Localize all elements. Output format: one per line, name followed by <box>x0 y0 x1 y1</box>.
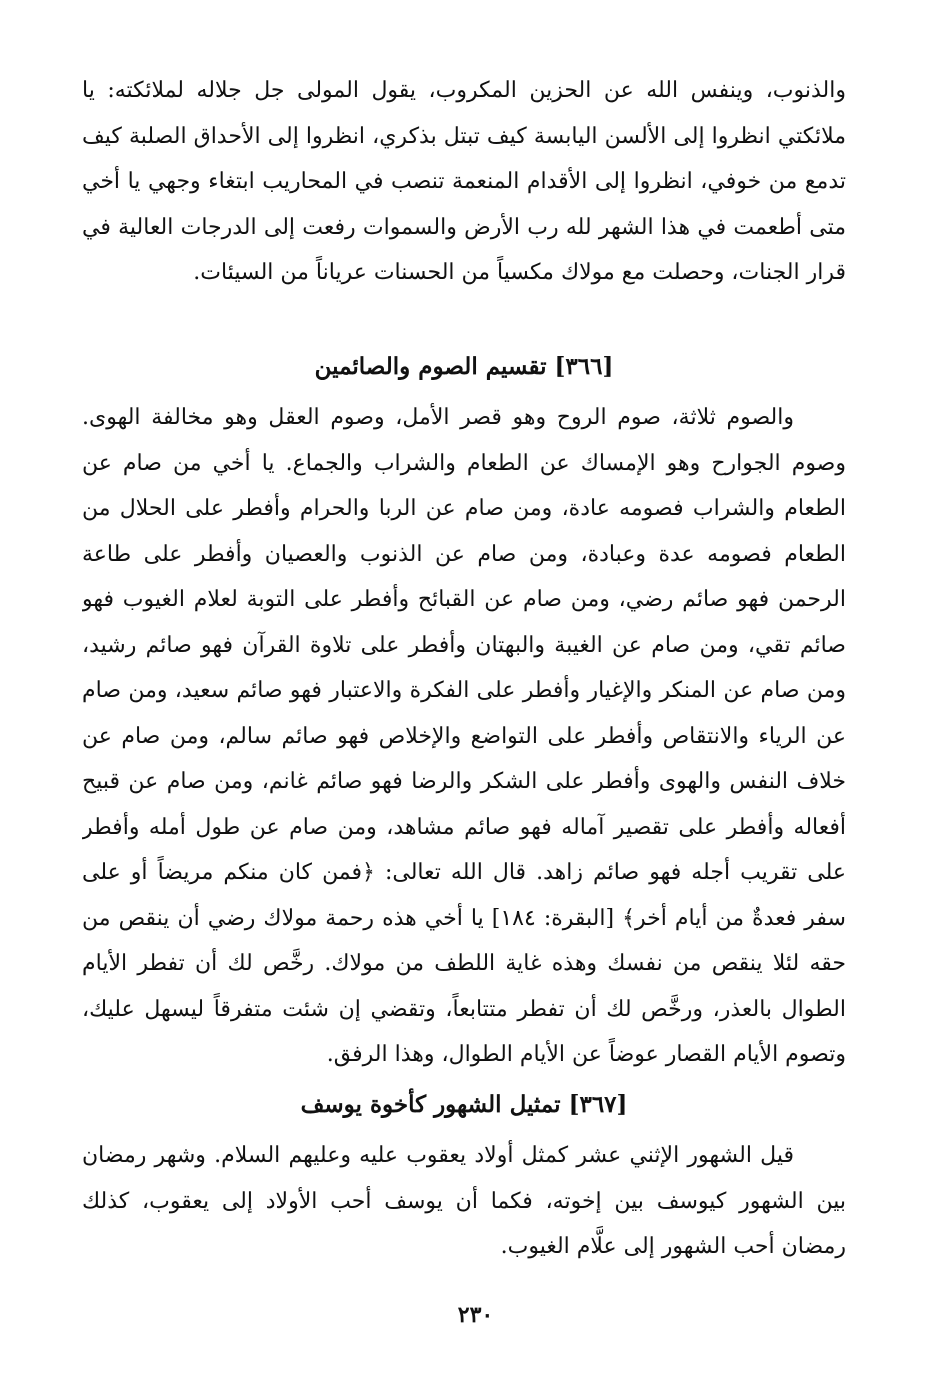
page-number: ٢٣٠ <box>457 1302 494 1328</box>
book-page <box>82 68 846 1378</box>
section-366-heading: [٣٦٦] تقسيم الصوم والصائمين <box>314 353 614 380</box>
section-366-paragraph: والصوم ثلاثة، صوم الروح وهو قصر الأمل، وصوم العقل وهو مخالفة الهوى. وصوم الجوارح وهو الإمساك عن الطعام والشراب والجماع. يا أخي من صام عن الطعام والشراب فصومه عادة، ومن صام عن الربا والحرام وأفطر على الحلال من الطعام فصومه عدة وعبادة، ومن صام عن الذنوب والعصيان وأفطر على طاعة الرحمن فهو صائم رضي، ومن صام عن القبائح وأفطر على التوبة لعلام الغيوب فهو صائم تقي، ومن صام عن الغيبة والبهتان وأفطر على تلاوة القرآن فهو صائم رشيد، ومن صام عن المنكر والإغيار وأفطر على الفكرة والاعتبار فهو صائم سعيد، ومن صام عن الرياء والانتقاص وأفطر على التواضع والإخلاص فهو صائم سالم، ومن صام عن خلاف النفس والهوى وأفطر على الشكر والرضا فهو صائم غانم، ومن صام عن قبيح أفعاله وأفطر على تقصير آماله فهو صائم مشاهد، ومن صام عن طول أمله وأفطر على تقريب أجله فهو صائم زاهد. قال الله تعالى: ﴿فمن كان منكم مريضاً أو على سفر فعدةٌ من أيام أخر﴾ [البقرة: ١٨٤] يا أخي هذه رحمة مولاك رضي أن ينقص من حقه لئلا ينقص من نفسك وهذه غاية اللطف من مولاك. رخَّص لك أن تفطر الأيام الطوال بالعذر، ورخَّص لك أن تفطر متتابعاً، وتقضي إن شئت متفرقاً ليسهل عليك، وتصوم الأيام القصار عوضاً عن الأيام الطوال، وهذا الرفق. <box>82 405 846 1067</box>
section-367-heading: [٣٦٧] تمثيل الشهور كأخوة يوسف <box>300 1091 628 1118</box>
intro-paragraph: والذنوب، وينفس الله عن الحزين المكروب، يقول المولى جل جلاله لملائكته: يا ملائكتي انظروا إلى الألسن اليابسة كيف تبتل بذكري، انظروا إلى الأحداق الصلبة كيف تدمع من خوفي، انظروا إلى الأقدام المنعمة تنصب في المحاريب ابتغاء وجهي يا أخي متى أطعمت في هذا الشهر لله رب الأرض والسموات رفعت إلى الدرجات العالية في قرار الجنات، وحصلت مع مولاك مكسياً من الحسنات عرياناً من السيئات. <box>82 78 846 285</box>
section-367-paragraph: قيل الشهور الإثني عشر كمثل أولاد يعقوب عليه وعليهم السلام. وشهر رمضان بين الشهور كيوسف بين إخوته، فكما أن يوسف أحب الأولاد إلى يعقوب، كذلك رمضان أحب الشهور إلى علَّام الغيوب. <box>82 1143 846 1259</box>
